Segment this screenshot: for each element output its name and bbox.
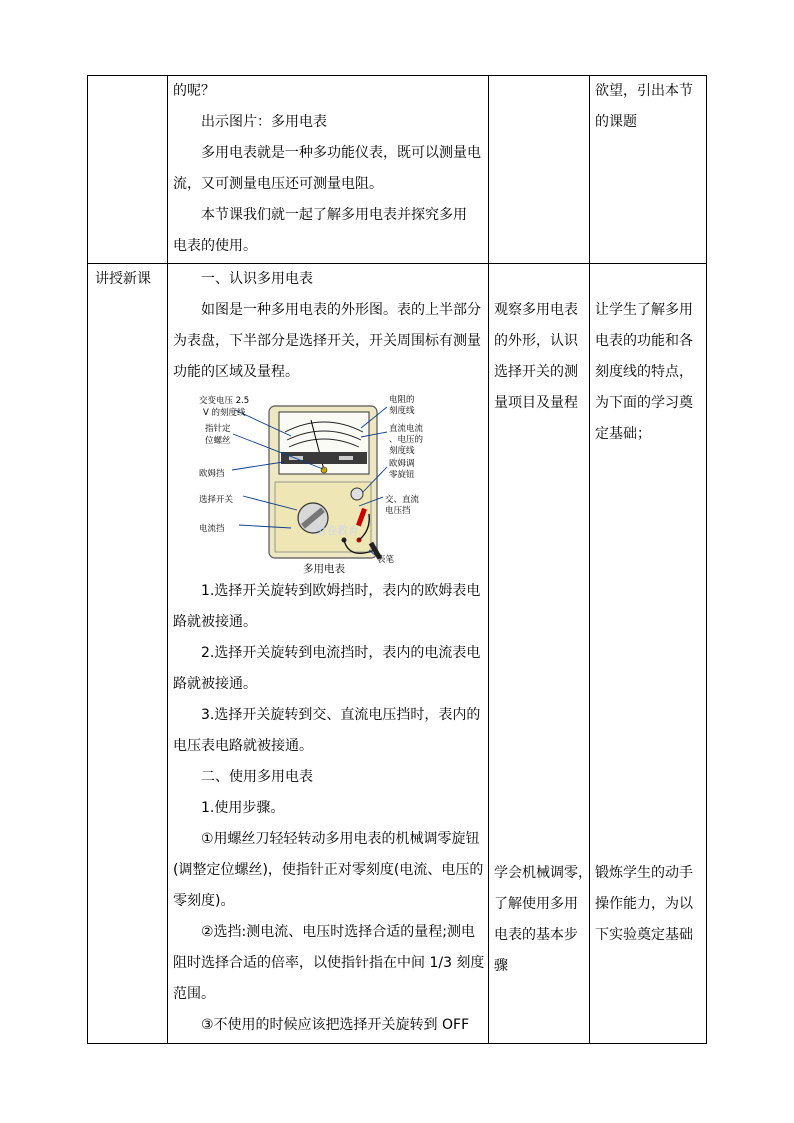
- table-border-bottom: [87, 1043, 707, 1044]
- intent-line: 让学生了解多用: [595, 302, 693, 318]
- content-line: 如图是一种多用电表的外形图。表的上半部分: [201, 302, 481, 318]
- label-probe: 表笔: [377, 555, 395, 565]
- list-item: 1.选择开关旋转到欧姆挡时，表内的欧姆表电: [201, 583, 481, 599]
- label-acdc-voltage: 交、直流: [385, 495, 420, 505]
- activity-line: 电表的基本步: [494, 927, 578, 943]
- activity-line: 观察多用电表: [494, 302, 578, 318]
- label-resistance-scale: 刻度线: [389, 406, 415, 416]
- stage-cell: [95, 264, 151, 295]
- step-line: ①用螺丝刀轻轻转动多用电表的机械调零旋钮: [201, 831, 480, 847]
- list-item: 3.选择开关旋转到交、直流电压挡时，表内的: [201, 707, 481, 723]
- content-line: 流，又可测量电压还可测量电阻。: [173, 176, 383, 192]
- activity-line: 骤: [494, 958, 508, 974]
- label-ohm-zero-knob: 零旋钮: [389, 470, 415, 480]
- activity-line: 的外形，认识: [494, 333, 578, 349]
- section-content-part1: [173, 264, 481, 388]
- section-heading: 一、认识多用电表: [201, 271, 313, 287]
- content-line: 电表的使用。: [173, 238, 257, 254]
- table-border-left: [87, 75, 88, 1044]
- intent-line: 的课题: [595, 114, 637, 130]
- intent-line: 欲望，引出本节: [595, 83, 693, 99]
- design-intent-2: [595, 858, 693, 951]
- content-line: 为表盘，下半部分是选择开关，开关周围标有测量: [173, 333, 481, 349]
- figure-caption: 多用电表: [303, 563, 345, 575]
- lesson-plan-table: [87, 75, 707, 1044]
- content-line: 出示图片：多用电表: [201, 114, 327, 130]
- label-pointer-screw: 指针定: [205, 424, 231, 434]
- student-activity-1: [494, 295, 578, 419]
- label-acdc-voltage: 电压挡: [385, 506, 411, 516]
- intent-line: 操作能力，为以: [595, 896, 693, 912]
- pointer-zero-screw: [321, 467, 327, 473]
- dial-band-mark: [339, 456, 353, 460]
- section-content-part2: [173, 576, 484, 1041]
- top-row-content: [173, 76, 481, 262]
- list-item: 路就被接通。: [173, 676, 257, 692]
- label-selector-switch: 选择开关: [199, 495, 234, 505]
- label-ohm-range: 欧姆挡: [199, 469, 225, 479]
- activity-line: 量项目及量程: [494, 395, 578, 411]
- activity-line: 选择开关的测: [494, 364, 578, 380]
- label-current-range: 电流挡: [199, 524, 225, 534]
- step-line: (调整定位螺丝)，使指针正对零刻度(电流、电压的: [173, 862, 484, 878]
- label-ac-scale: 交变电压 2.5: [199, 396, 250, 406]
- label-pointer-screw: 位螺丝: [205, 436, 231, 446]
- content-line: 多用电表就是一种多功能仪表，既可以测量电: [201, 145, 481, 161]
- activity-line: 了解使用多用: [494, 896, 578, 912]
- step-line: ②选挡:测电流、电压时选择合适的量程;测电: [201, 924, 475, 940]
- label-ac-scale: V 的刻度线: [203, 408, 246, 418]
- intent-line: 锻炼学生的动手: [595, 865, 693, 881]
- ohm-zero-knob: [351, 488, 363, 500]
- stage-label: 讲授新课: [95, 271, 151, 287]
- label-dc-scale: 直流电流: [389, 424, 424, 434]
- section-heading: 二、使用多用电表: [201, 769, 313, 785]
- intent-line: 为下面的学习奠: [595, 395, 693, 411]
- step-title: 1.使用步骤。: [201, 800, 285, 816]
- intent-line: 电表的功能和各: [595, 333, 693, 349]
- step-line: 零刻度)。: [173, 893, 235, 909]
- label-resistance-scale: 电阻的: [389, 395, 415, 405]
- list-item: 路就被接通。: [173, 614, 257, 630]
- content-line: 功能的区域及量程。: [173, 364, 299, 380]
- step-line: ③不使用的时候应该把选择开关旋转到 OFF: [201, 1017, 470, 1033]
- intent-line: 刻度线的特点，: [595, 364, 693, 380]
- intent-line: 下实验奠定基础: [595, 927, 693, 943]
- list-item: 2.选择开关旋转到电流挡时，表内的电流表电: [201, 645, 481, 661]
- figure-watermark: 组卷教育: [315, 524, 359, 537]
- step-line: 阻时选择合适的倍率，以使指针指在中间 1/3 刻度: [173, 955, 485, 971]
- content-line: 本节课我们就一起了解多用电表并探究多用: [201, 207, 467, 223]
- label-dc-scale: 、电压的: [389, 435, 424, 445]
- column-divider-1: [167, 75, 168, 1044]
- label-dc-scale: 刻度线: [389, 446, 415, 456]
- step-line: 范围。: [173, 986, 215, 1002]
- top-row-intent: [595, 76, 693, 138]
- multimeter-figure: [199, 390, 489, 576]
- student-activity-2: [494, 858, 592, 982]
- meter-dial: [279, 412, 369, 474]
- design-intent-1: [595, 295, 693, 450]
- table-border-right: [706, 75, 707, 1044]
- content-line: 的呢？: [173, 83, 215, 99]
- list-item: 电压表电路就被接通。: [173, 738, 313, 754]
- activity-line: 学会机械调零，: [494, 865, 592, 881]
- label-ohm-zero-knob: 欧姆调: [389, 459, 415, 469]
- intent-line: 定基础；: [595, 426, 651, 442]
